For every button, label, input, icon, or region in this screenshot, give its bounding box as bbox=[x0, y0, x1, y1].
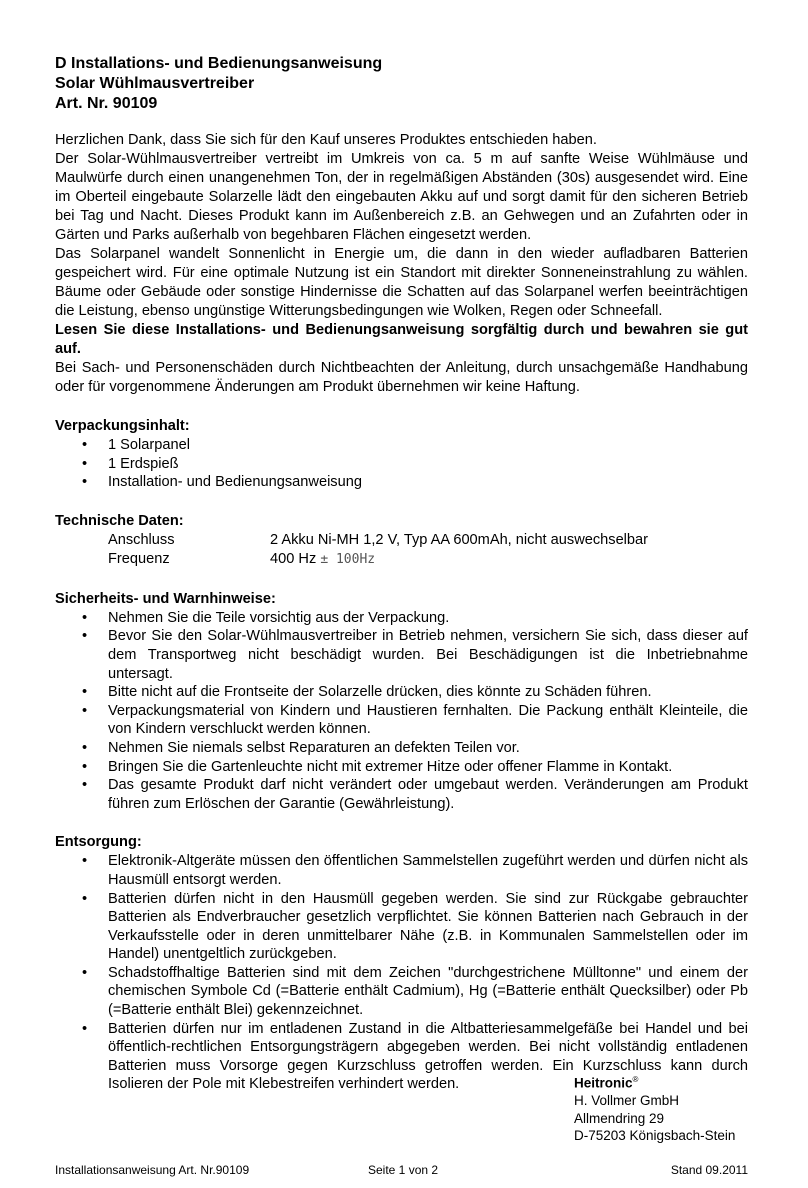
table-row bbox=[108, 550, 648, 570]
bullet-icon: • bbox=[82, 455, 88, 472]
document-page bbox=[55, 54, 748, 1094]
packaging-heading: Verpackungsinhalt: bbox=[55, 418, 190, 434]
packaging-list bbox=[55, 436, 748, 492]
footer-doc-name: Installationsanweisung Art. Nr.90109 bbox=[55, 1163, 250, 1177]
tech-key: Anschluss bbox=[108, 531, 175, 548]
intro-solar-panel: Das Solarpanel wandelt Sonnenlicht in Energie um, die dann in den wieder aufladbaren Batterien gespeichert wird. Für eine optimale Nutzung ist ein Standort mit direkter Sonneneinstrahlung zu wählen. Bäume oder Gebäude oder sonstige Hindernisse die Schatten auf das Solarpanel werfen beeinträchtigen die Leistung, ebenso ungünstige Witterungsbedingungen wie Wolken, Regen oder Schneefall. bbox=[55, 246, 748, 319]
tech-value: 400 Hz ± 100Hz bbox=[270, 551, 376, 568]
bullet-icon: • bbox=[82, 853, 88, 870]
company-name: H. Vollmer GmbH bbox=[574, 1093, 680, 1108]
list-item: • Nehmen Sie niemals selbst Reparaturen an defekten Teilen vor. bbox=[82, 739, 520, 756]
list-item: • 1 Erdspieß bbox=[82, 455, 179, 472]
company-brand: Heitronic® bbox=[574, 1075, 639, 1091]
disposal-list bbox=[55, 852, 748, 1094]
registered-mark: ® bbox=[632, 1075, 639, 1084]
list-item: • Bevor Sie den Solar-Wühlmausvertreiber in Betrieb nehmen, versichern Sie sich, dass dieser auf dem Transportweg nicht beschädigt wurden. Bei Beschädigungen ist die Inbetriebnahme untersagt. bbox=[82, 628, 748, 682]
intro-description: Der Solar-Wühlmausvertreiber vertreibt im Umkreis von ca. 5 m auf sanfte Weise Wühlmäuse und Maulwürfe durch einen unangenehmen Ton, der in regelmäßigen Abständen (30s) ausgesendet wird. Eine im Oberteil eingebaute Solarzelle lädt den eingebauten Akku auf und sorgt damit für den sicheren Betrieb bei Tag und Nacht. Dieses Produkt kann im Außenbereich z.B. an Gehwegen und an Zufahrten oder in Gärten und Parks außerhalb von begehbaren Flächen eingesetzt werden. bbox=[55, 151, 748, 243]
list-item: • Bitte nicht auf die Frontseite der Solarzelle drücken, dies könnte zu Schäden führen. bbox=[82, 684, 652, 701]
bullet-icon: • bbox=[82, 964, 88, 981]
title-line-1: D Installations- und Bedienungsanweisung bbox=[55, 55, 383, 72]
list-item: • Batterien dürfen nur im entladenen Zustand in die Altbatteriesammelgefäße bei Handel und bei öffentlich-rechtlichen Entsorgungsträgern abgegeben werden. Bei nicht vollständig entladenen Batterien muss Vorsorge gegen Kurzschluss getroffen werden. Ein Kurzschluss kann durch Isolieren der Pole mit Klebestreifen verhindert werden. bbox=[82, 1020, 748, 1093]
bullet-icon: • bbox=[82, 609, 88, 626]
list-item: • Nehmen Sie die Teile vorsichtig aus der Verpackung. bbox=[82, 609, 450, 626]
company-street: Allmendring 29 bbox=[574, 1110, 665, 1126]
disposal-heading: Entsorgung: bbox=[55, 834, 142, 851]
intro-thanks: Herzlichen Dank, dass Sie sich für den Kauf unseres Produktes entschieden haben. bbox=[55, 132, 597, 148]
list-item: • Installation- und Bedienungsanweisung bbox=[82, 474, 362, 491]
bullet-icon: • bbox=[82, 777, 88, 794]
list-item: • Schadstoffhaltige Batterien sind mit dem Zeichen "durchgestrichene Mülltonne" und einem der chemischen Symbole Cd (=Batterie enthält Cadmium), Hg (=Batterie enthält Quecksilber) oder Pb (=Batterie enthält Blei) gekennzeichnet. bbox=[82, 964, 748, 1019]
list-item: • Bringen Sie die Gartenleuchte nicht mit extremer Hitze oder offener Flamme in Kontakt. bbox=[82, 758, 673, 775]
tech-value: 2 Akku Ni-MH 1,2 V, Typ AA 600mAh, nicht auswechselbar bbox=[270, 531, 649, 548]
list-item: • Verpackungsmaterial von Kindern und Haustieren fernhalten. Die Packung enthält Kleinteile, die von Kindern verschluckt werden können. bbox=[82, 702, 748, 738]
safety-list bbox=[55, 609, 748, 814]
bullet-icon: • bbox=[82, 437, 88, 453]
tech-key: Frequenz bbox=[108, 551, 170, 568]
document-title bbox=[55, 54, 748, 114]
intro-section bbox=[55, 131, 748, 397]
bullet-icon: • bbox=[82, 628, 88, 645]
safety-section bbox=[55, 590, 748, 814]
footer-date: Stand 09.2011 bbox=[670, 1163, 748, 1177]
title-line-3: Art. Nr. 90109 bbox=[55, 95, 158, 112]
tech-section bbox=[55, 512, 748, 570]
bullet-icon: • bbox=[82, 739, 88, 756]
footer-page-number: Seite 1 von 2 bbox=[368, 1163, 439, 1177]
packaging-section bbox=[55, 417, 748, 492]
list-item: • Das gesamte Produkt darf nicht verändert oder umgebaut werden. Veränderungen am Produkt führen zum Erlöschen der Garantie (Gewährleistung). bbox=[82, 777, 748, 812]
table-row bbox=[108, 531, 648, 551]
bullet-icon: • bbox=[82, 758, 88, 775]
list-item: • 1 Solarpanel bbox=[82, 437, 190, 453]
bullet-icon: • bbox=[82, 702, 88, 719]
title-line-2: Solar Wühlmausvertreiber bbox=[55, 75, 255, 92]
intro-read-notice: Lesen Sie diese Installations- und Bedienungsanweisung sorgfältig durch und bewahren sie gut auf. bbox=[55, 322, 748, 357]
safety-heading: Sicherheits- und Warnhinweise: bbox=[55, 590, 276, 607]
company-city: D-75203 Königsbach-Stein bbox=[574, 1128, 736, 1143]
intro-liability: Bei Sach- und Personenschäden durch Nichtbeachten der Anleitung, durch unsachgemäße Handhabung oder für vorgenommene Änderungen am Produkt übernehmen wir keine Haftung. bbox=[55, 360, 748, 395]
disposal-section bbox=[55, 833, 748, 1094]
company-address bbox=[574, 1071, 735, 1145]
bullet-icon: • bbox=[82, 684, 88, 701]
list-item: • Elektronik-Altgeräte müssen den öffentlichen Sammelstellen zugeführt werden und dürfen nicht als Hausmüll entsorgt werden. bbox=[82, 853, 748, 888]
list-item: • Batterien dürfen nicht in den Hausmüll gegeben werden. Sie sind zur Rückgabe gebrauchter Batterien als Endverbraucher gesetzlich verpflichtet. Sie können Batterien nach Gebrauch in der Verkaufsstelle oder in deren unmittelbarer Nähe (z.B. in Kommunalen Sammelstellen oder im Handel) unentgeltlich zurückgeben. bbox=[82, 890, 748, 963]
tech-tolerance: ± 100Hz bbox=[320, 552, 376, 568]
tech-table bbox=[108, 531, 648, 570]
tech-heading: Technische Daten: bbox=[55, 512, 184, 529]
bullet-icon: • bbox=[82, 890, 88, 907]
bullet-icon: • bbox=[82, 474, 88, 491]
bullet-icon: • bbox=[82, 1020, 88, 1037]
